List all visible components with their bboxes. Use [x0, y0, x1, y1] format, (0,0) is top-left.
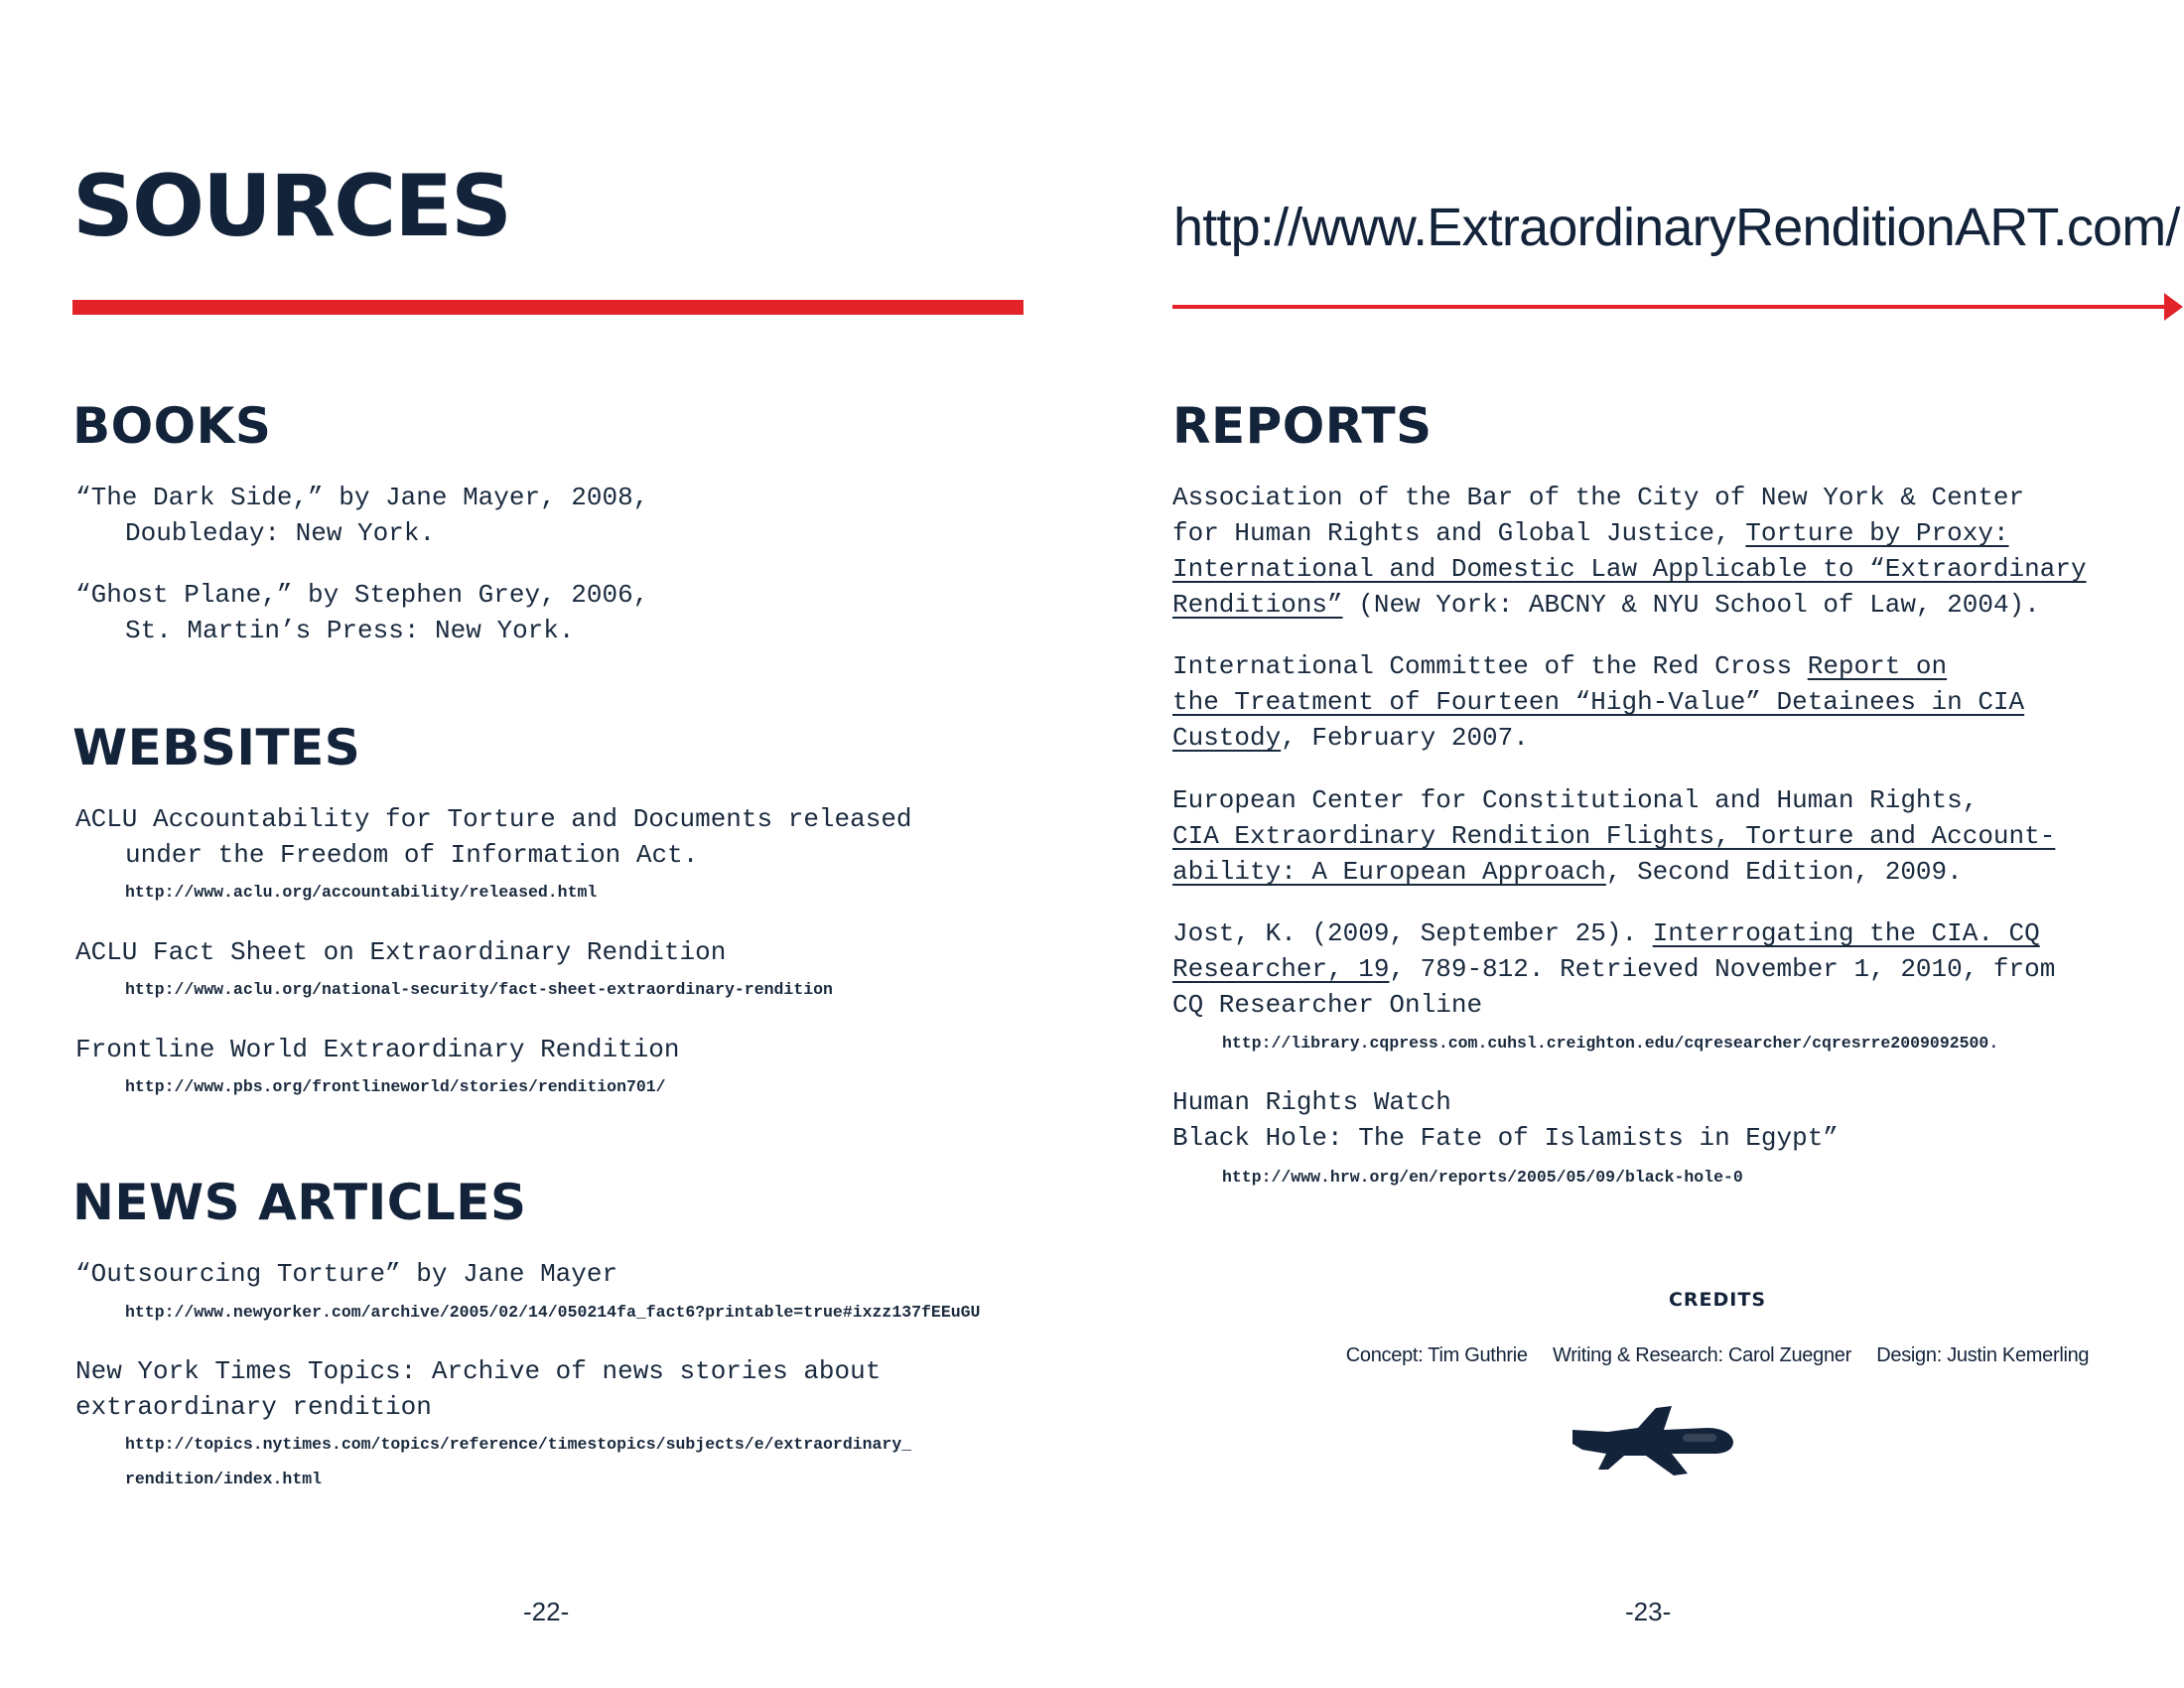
right-page [1092, 0, 2184, 1688]
report-line [1172, 587, 2087, 623]
page-number: -22- [523, 1597, 570, 1626]
report-title: Renditions” [1172, 590, 1343, 620]
report-line [1172, 915, 2055, 951]
website-url[interactable]: http://www.aclu.org/national-security/fact-sheet-extraordinary-rendition [125, 980, 833, 999]
news-title-line: extraordinary rendition [75, 1392, 432, 1422]
website-entry [75, 934, 726, 970]
page-number: -23- [1625, 1597, 1672, 1626]
report-line: Black Hole: The Fate of Islamists in Egypt” [1172, 1123, 1839, 1153]
arrow-right-icon [1172, 305, 2167, 309]
report-line: European Center for Constitutional and Human Rights, [1172, 785, 1979, 815]
credit-design: Design: Justin Kemerling [1876, 1344, 2090, 1366]
title-underline-bar [72, 300, 1024, 315]
report-entry [1172, 1084, 1839, 1156]
report-title: ability: A European Approach [1172, 857, 1606, 887]
report-line: CQ Researcher Online [1172, 990, 1483, 1020]
website-title-line: ACLU Fact Sheet on Extraordinary Rendition [75, 937, 727, 967]
report-text: Jost, K. (2009, September 25). [1172, 918, 1653, 948]
credit-writing: Writing & Research: Carol Zuegner [1552, 1344, 1851, 1366]
report-entry [1172, 782, 2055, 890]
site-url-header[interactable]: http://www.ExtraordinaryRenditionART.com/ [1173, 198, 2180, 257]
websites-heading: WEBSITES [72, 719, 361, 776]
book-publisher-line: Doubleday: New York. [125, 518, 436, 548]
book-entry [75, 480, 648, 551]
page-title: SOURCES [72, 157, 510, 256]
report-text: , 789-812. Retrieved November 1, 2010, from [1389, 954, 2056, 984]
report-text: , Second Edition, 2009. [1605, 857, 1963, 887]
arrow-head [2164, 293, 2183, 321]
news-entry [75, 1353, 881, 1425]
report-title: Torture by Proxy: [1745, 518, 2009, 548]
report-text: for Human Rights and Global Justice, [1172, 518, 1746, 548]
report-title: International and Domestic Law Applicable to “Extraordinary [1172, 554, 2087, 584]
website-title-line: ACLU Accountability for Torture and Documents released [75, 804, 912, 834]
report-entry [1172, 648, 2024, 756]
news-url[interactable]: http://www.newyorker.com/archive/2005/02/14/050214fa_fact6?printable=true#ixzz137fEEuGU [125, 1303, 981, 1322]
report-line [1172, 551, 2087, 587]
website-url[interactable]: http://www.pbs.org/frontlineworld/stories/rendition701/ [125, 1077, 666, 1096]
report-line: Association of the Bar of the City of New York & Center [1172, 483, 2025, 512]
report-url[interactable]: http://www.hrw.org/en/reports/2005/05/09/black-hole-0 [1222, 1168, 1743, 1187]
news-title-line: New York Times Topics: Archive of news stories about [75, 1356, 882, 1386]
website-url[interactable]: http://www.aclu.org/accountability/released.html [125, 883, 598, 902]
book-title-line: “The Dark Side,” by Jane Mayer, 2008, [75, 483, 649, 512]
report-text: International Committee of the Red Cross [1172, 651, 1808, 681]
report-title: CIA Extraordinary Rendition Flights, Torture and Account- [1172, 821, 2056, 851]
report-text: (New York: ABCNY & NYU School of Law, 2004). [1342, 590, 2040, 620]
credits-line [1271, 1344, 2164, 1367]
report-title: Custody [1172, 723, 1282, 753]
report-title: Researcher, 19 [1172, 954, 1390, 984]
news-entry [75, 1256, 617, 1292]
book-title-line: “Ghost Plane,” by Stephen Grey, 2006, [75, 580, 649, 610]
report-text: , February 2007. [1281, 723, 1529, 753]
book-entry [75, 577, 648, 648]
report-line [1172, 720, 2024, 756]
report-line [1172, 684, 2024, 720]
website-title-line: under the Freedom of Information Act. [125, 840, 699, 870]
report-title: the Treatment of Fourteen “High-Value” Detainees in CIA [1172, 687, 2025, 717]
website-entry [75, 1032, 680, 1067]
website-title-line: Frontline World Extraordinary Rendition [75, 1035, 680, 1064]
website-entry [75, 801, 912, 873]
credit-concept: Concept: Tim Guthrie [1345, 1344, 1528, 1366]
book-publisher-line: St. Martin’s Press: New York. [125, 616, 575, 645]
report-line [1172, 951, 2055, 987]
report-line [1172, 818, 2055, 854]
books-heading: BOOKS [72, 397, 272, 455]
reports-heading: REPORTS [1172, 397, 1433, 455]
report-line [1172, 854, 2055, 890]
report-entry [1172, 480, 2087, 623]
report-entry [1172, 915, 2055, 1023]
airplane-icon [1569, 1400, 1737, 1479]
news-articles-heading: NEWS ARTICLES [72, 1174, 527, 1231]
report-line [1172, 648, 2024, 684]
news-url[interactable]: http://topics.nytimes.com/topics/reference/timestopics/subjects/e/extraordinary_ [125, 1435, 912, 1454]
report-line: Human Rights Watch [1172, 1087, 1451, 1117]
report-title: Report on [1807, 651, 1948, 681]
report-url[interactable]: http://library.cqpress.com.cuhsl.creighton.edu/cqresearcher/cqresrre2009092500. [1222, 1034, 1999, 1053]
news-url-continued[interactable]: rendition/index.html [125, 1470, 323, 1488]
credits-heading: CREDITS [1668, 1289, 1767, 1311]
report-title: Interrogating the CIA. CQ [1652, 918, 2040, 948]
report-line [1172, 515, 2087, 551]
news-title-line: “Outsourcing Torture” by Jane Mayer [75, 1259, 618, 1289]
